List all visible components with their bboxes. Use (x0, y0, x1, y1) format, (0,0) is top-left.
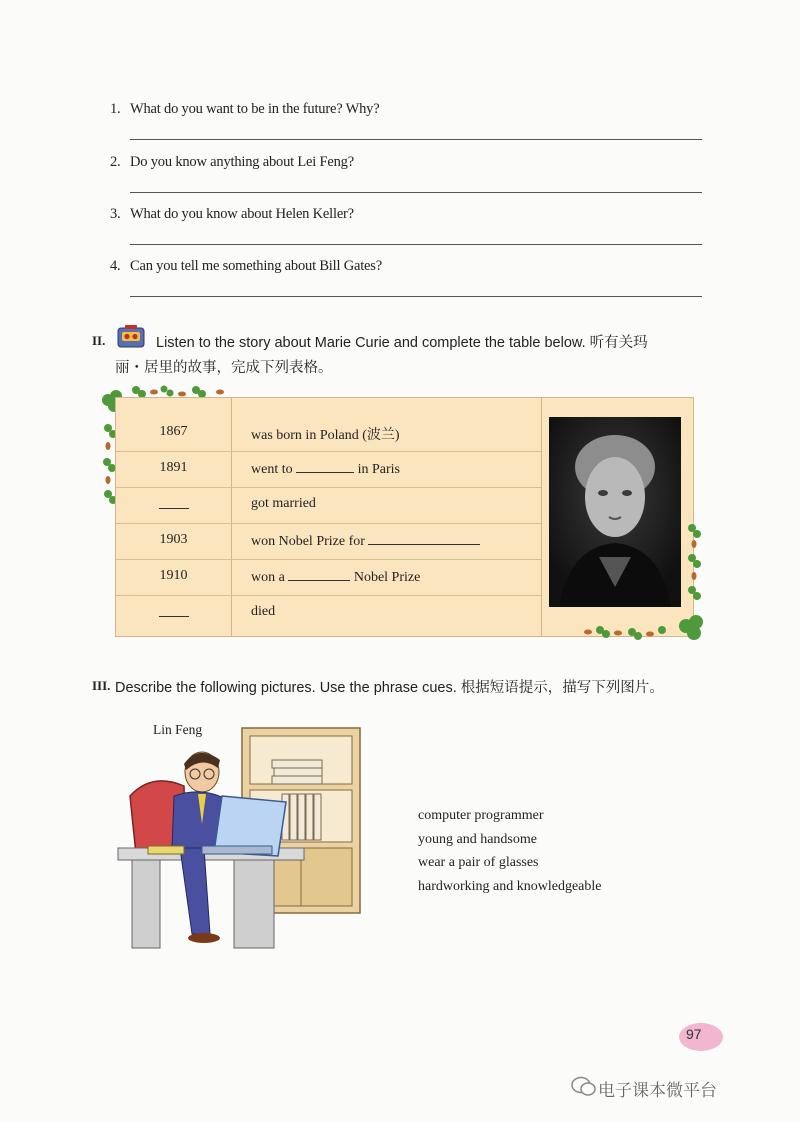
year-cell (116, 496, 231, 514)
question-1 (110, 101, 379, 118)
fill-blank[interactable] (159, 496, 189, 509)
event-cell (251, 532, 480, 550)
fill-blank[interactable] (288, 568, 350, 581)
audio-tape-icon (116, 324, 148, 350)
wechat-icon (570, 1075, 596, 1097)
event-text: won a (251, 570, 285, 585)
event-text: got married (251, 496, 316, 511)
question-number: 3. (110, 206, 121, 222)
programmer-illustration (112, 724, 367, 952)
question-number: 1. (110, 101, 121, 117)
section-2-number: II. (92, 333, 106, 348)
event-text: won Nobel Prize for (251, 534, 365, 549)
answer-line-2[interactable] (130, 192, 702, 193)
table-row (116, 523, 541, 560)
question-text: Can you tell me something about Bill Gates? (130, 258, 382, 274)
table-row (116, 415, 541, 452)
section-3-number: III. (92, 678, 111, 693)
section-2-instruction-cont: 丽・居里的故事，完成下列表格。 (115, 360, 333, 376)
table-row (116, 559, 541, 596)
fill-blank[interactable] (296, 460, 354, 473)
question-number: 2. (110, 154, 121, 170)
question-text: Do you know anything about Lei Feng? (130, 154, 354, 170)
answer-line-1[interactable] (130, 139, 702, 140)
table-divider (541, 398, 542, 636)
event-text-after: in Paris (357, 462, 400, 477)
year-cell: 1903 (159, 532, 188, 547)
watermark-text: 电子课本微平台 (598, 1081, 717, 1101)
event-cell (251, 604, 275, 620)
event-text: went to (251, 462, 293, 477)
answer-line-3[interactable] (130, 244, 702, 245)
question-text: What do you know about Helen Keller? (130, 206, 354, 222)
picture-caption: Lin Feng (153, 722, 203, 737)
table-row (116, 487, 541, 524)
year-cell: 1910 (159, 568, 188, 583)
cue-item: hardworking and knowledgeable (418, 878, 602, 894)
cue-item: wear a pair of glasses (418, 855, 539, 870)
year-cell: 1867 (159, 424, 188, 439)
page-number: 97 (686, 1026, 702, 1042)
table-row (116, 595, 541, 631)
question-number: 4. (110, 258, 121, 274)
event-text: died (251, 604, 276, 619)
event-cell (251, 496, 316, 512)
question-text: What do you want to be in the future? Why? (130, 101, 380, 117)
event-cell (251, 424, 400, 444)
year-cell (116, 604, 231, 622)
table-row (116, 451, 541, 488)
phrase-cues (418, 804, 602, 898)
fill-blank[interactable] (159, 604, 189, 617)
event-text-after: Nobel Prize (353, 570, 421, 585)
event-cell (251, 460, 400, 478)
event-text: was born in Poland (波兰) (251, 428, 400, 443)
fill-blank[interactable] (368, 532, 480, 545)
event-cell (251, 568, 420, 586)
cue-item: computer programmer (418, 808, 544, 823)
cue-item: young and handsome (418, 831, 537, 847)
question-2 (110, 154, 354, 171)
year-cell: 1891 (159, 460, 188, 475)
section-2-instruction: Listen to the story about Marie Curie and complete the table below. 听有关玛 (156, 335, 648, 351)
clover-border-decoration (570, 512, 710, 646)
answer-line-4[interactable] (130, 296, 702, 297)
question-3 (110, 206, 354, 223)
section-3-instruction: Describe the following pictures. Use the phrase cues. 根据短语提示，描写下列图片。 (115, 680, 664, 696)
question-4 (110, 258, 382, 275)
